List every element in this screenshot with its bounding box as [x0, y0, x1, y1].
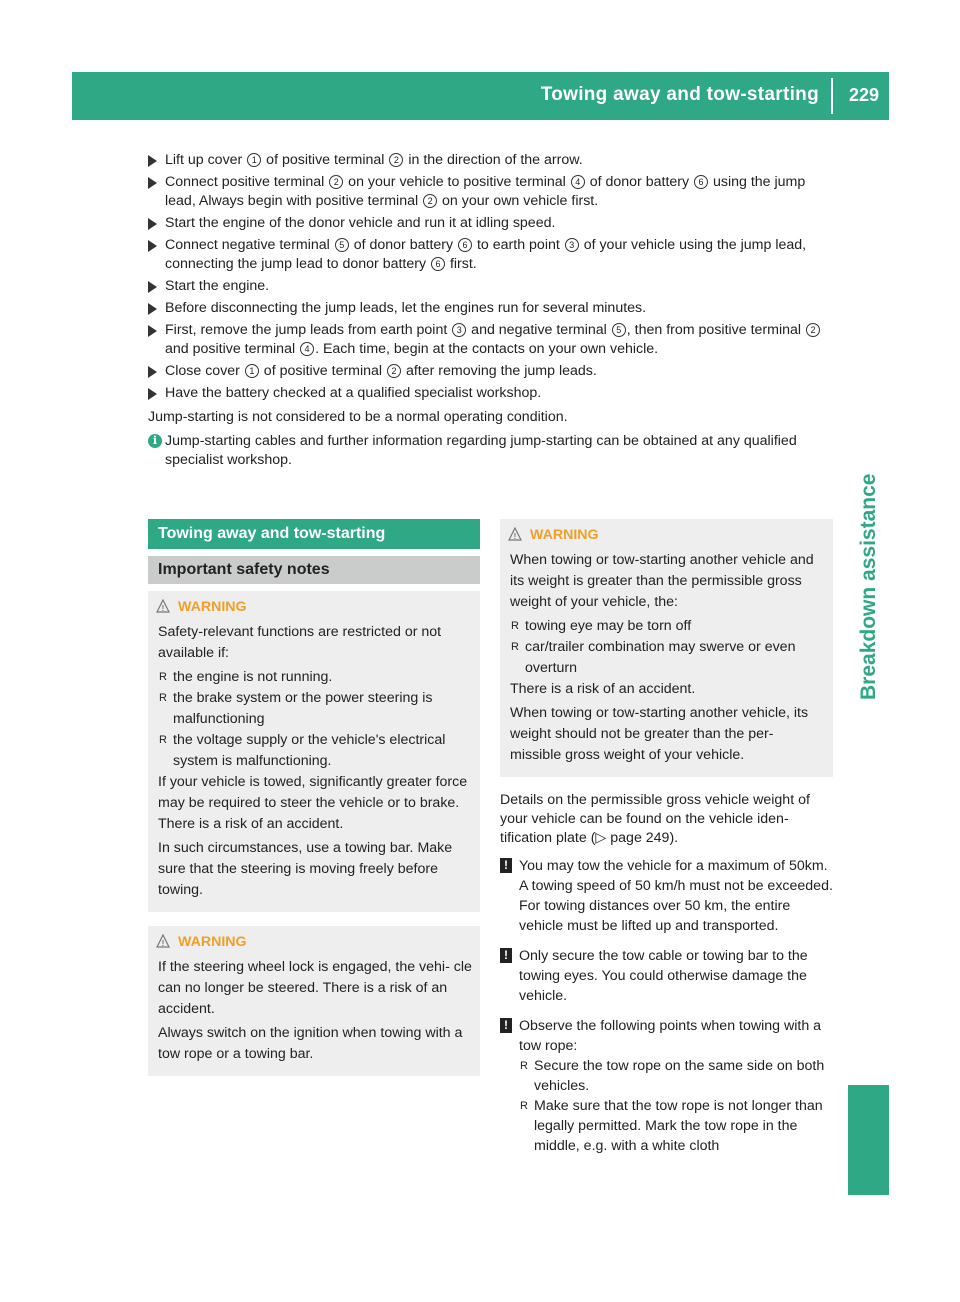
callout-number: 6 — [458, 238, 472, 252]
notice-item — [500, 1016, 833, 1156]
step-text: of your vehicle using the jump lead, connecting the jump lead to donor battery — [165, 237, 807, 272]
warning-box-1 — [148, 591, 480, 912]
callout-number: 2 — [329, 175, 343, 189]
warning-paragraph: There is a risk of an accident. — [510, 681, 696, 697]
step-text: of donor battery — [349, 237, 458, 253]
bullet-marker-icon: R — [511, 641, 519, 653]
step-text: Start the engine. — [165, 278, 270, 294]
callout-number: 2 — [387, 364, 401, 378]
step-item — [148, 173, 838, 211]
arrow-icon — [148, 177, 157, 189]
warning-bullets — [510, 616, 825, 679]
arrow-icon — [148, 218, 157, 230]
step-text: Start the engine of the donor vehicle and run it at idling speed. — [165, 215, 556, 231]
side-tab-label: Breakdown assistance — [857, 473, 880, 700]
bullet-marker-icon: R — [159, 734, 167, 746]
side-tab-marker — [848, 1085, 889, 1195]
warning-triangle-icon — [156, 599, 170, 613]
arrow-icon — [148, 366, 157, 378]
right-column — [500, 519, 833, 1166]
bullet-text: towing eye may be torn off — [525, 618, 692, 634]
bullet-marker-icon: R — [159, 692, 167, 704]
svg-text:!: ! — [161, 604, 165, 613]
callout-number: 5 — [612, 323, 626, 337]
bullet-item — [158, 688, 472, 730]
notice-item — [500, 856, 833, 936]
warning-triangle-icon — [156, 934, 170, 948]
svg-text:!: ! — [161, 939, 165, 948]
callout-number: 1 — [247, 153, 261, 167]
step-item — [148, 277, 838, 296]
notice-item — [500, 946, 833, 1006]
warning-box-2 — [148, 926, 480, 1076]
header-bar — [72, 72, 889, 120]
steps-list — [148, 151, 838, 403]
step-item — [148, 236, 838, 274]
step-text: on your vehicle to positive terminal — [344, 174, 570, 190]
bullet-text: the voltage supply or the vehicle's electrical system is malfunctioning. — [173, 732, 446, 769]
callout-number: 2 — [806, 323, 820, 337]
warning-paragraph: If the steering wheel lock is engaged, the vehi- cle can no longer be steered. There is a risk of an accident. — [158, 959, 472, 1017]
warning-heading: ! WARNING — [530, 525, 825, 546]
step-text: First, remove the jump leads from earth point — [165, 322, 452, 338]
jump-start-steps — [148, 151, 838, 470]
warning-triangle-icon — [508, 527, 522, 541]
warning-intro: Safety-relevant functions are restricted or not available if: — [158, 624, 442, 661]
bullet-marker-icon: R — [159, 671, 167, 683]
callout-number: 1 — [245, 364, 259, 378]
bullet-item — [510, 637, 825, 679]
bullet-item — [519, 1096, 833, 1156]
callout-number: 5 — [335, 238, 349, 252]
notices-list — [500, 856, 833, 1156]
bullet-text: the brake system or the power steering is malfunctioning — [173, 690, 433, 727]
warning-intro: When towing or tow-starting another vehicle and its weight is greater than the permissible gross weight of your vehicle, the: — [510, 552, 814, 610]
sub-title: Important safety notes — [148, 556, 480, 584]
arrow-icon — [148, 325, 157, 337]
step-text: . Each time, begin at the contacts on your own vehicle. — [315, 341, 659, 357]
callout-number: 2 — [423, 194, 437, 208]
step-text: Before disconnecting the jump leads, let the engines run for several minutes. — [165, 300, 647, 316]
step-item — [148, 384, 838, 403]
step-text: Lift up cover — [165, 152, 247, 168]
step-text: Close cover — [165, 363, 244, 379]
bullet-item — [158, 730, 472, 772]
notice-text: You may tow the vehicle for a maximum of 50km. A towing speed of 50 km/h must not be exceeded. — [519, 858, 833, 894]
info-text: Jump-starting cables and further information regarding jump-starting can be obtained at any qualified specialist workshop. — [165, 433, 797, 468]
step-text: Connect positive terminal — [165, 174, 329, 190]
step-text: to earth point — [473, 237, 564, 253]
callout-number: 6 — [694, 175, 708, 189]
arrow-icon — [148, 388, 157, 400]
warning-heading: ! WARNING — [178, 932, 472, 953]
notice-text: Observe the following points when towing with a tow rope: — [519, 1018, 822, 1054]
left-column — [148, 519, 480, 1090]
callout-number: 3 — [452, 323, 466, 337]
step-text: after removing the jump leads. — [402, 363, 597, 379]
bullet-item — [158, 667, 472, 688]
warning-heading: ! WARNING — [178, 597, 472, 618]
step-text: using the jump lead, Always begin with positive terminal — [165, 174, 806, 209]
bullet-text: the engine is not running. — [173, 669, 333, 685]
callout-number: 6 — [431, 257, 445, 271]
step-item — [148, 362, 838, 381]
step-text: on your own vehicle first. — [438, 193, 599, 209]
warning-paragraph: When towing or tow-starting another vehicle, its weight should not be greater than the per- missible gross weight of your vehicle. — [510, 705, 809, 763]
step-text: Have the battery checked at a qualified specialist workshop. — [165, 385, 542, 401]
step-item — [148, 321, 838, 359]
warning-paragraph: If your vehicle is towed, significantly greater force may be required to steer the vehicle or to brake. There is a risk of an accident. — [158, 774, 468, 832]
notice-extra: For towing distances over 50 km, the entire vehicle must be lifted up and transported. — [519, 898, 791, 934]
step-text: of positive terminal — [259, 363, 387, 379]
bullet-item — [519, 1056, 833, 1096]
step-text: and positive terminal — [165, 341, 300, 357]
step-text: , then from positive terminal — [626, 322, 805, 338]
section-title: Towing away and tow-starting — [148, 519, 480, 549]
step-text: of positive terminal — [262, 152, 389, 168]
exclamation-icon: ! — [500, 948, 512, 963]
step-item — [148, 151, 838, 170]
warning-box-3 — [500, 519, 833, 777]
svg-text:!: ! — [513, 532, 517, 541]
warning-paragraphs — [158, 957, 472, 1065]
step-item — [148, 214, 838, 233]
arrow-icon — [148, 155, 157, 167]
step-text: first. — [446, 256, 477, 272]
notice-text: Only secure the tow cable or towing bar to the towing eyes. You could otherwise damage the vehicle. — [519, 948, 808, 1004]
warning-paragraph: In such circumstances, use a towing bar. Make sure that the steering is moving freely before towing. — [158, 840, 453, 898]
exclamation-icon: ! — [500, 858, 512, 873]
warning-paragraph: Always switch on the ignition when towing with a tow rope or a towing bar. — [158, 1025, 463, 1062]
bullet-text: Secure the tow rope on the same side on both vehicles. — [534, 1058, 825, 1094]
step-text: and negative terminal — [467, 322, 611, 338]
arrow-icon — [148, 281, 157, 293]
jump-start-note: Jump-starting is not considered to be a normal operating condition. — [148, 409, 568, 425]
step-text: in the direction of the arrow. — [404, 152, 583, 168]
callout-number: 4 — [571, 175, 585, 189]
arrow-icon — [148, 240, 157, 252]
info-icon: i — [148, 434, 162, 448]
callout-number: 3 — [565, 238, 579, 252]
header-separator — [831, 78, 833, 114]
bullet-marker-icon: R — [520, 1060, 528, 1072]
callout-number: 4 — [300, 342, 314, 356]
callout-number: 2 — [389, 153, 403, 167]
warning-bullets — [158, 667, 472, 772]
bullet-marker-icon: R — [520, 1100, 528, 1112]
warning-paragraphs — [158, 772, 472, 901]
page-number: 229 — [848, 85, 879, 105]
bullet-text: Make sure that the tow rope is not longer than legally permitted. Mark the tow rope in the middle, e.g. with a white cloth — [534, 1098, 823, 1154]
header-title: Towing away and tow-starting — [540, 84, 819, 105]
warning-paragraphs — [510, 679, 825, 766]
arrow-icon — [148, 303, 157, 315]
step-text: of donor battery — [585, 174, 694, 190]
step-item — [148, 299, 838, 318]
info-note — [148, 432, 838, 470]
bullet-item — [510, 616, 825, 637]
bullet-text: car/trailer combination may swerve or even overturn — [525, 639, 796, 676]
step-text: Connect negative terminal — [165, 237, 334, 253]
weight-details: Details on the permissible gross vehicle weight of your vehicle can be found on the vehicle iden- tification plate (▷ page 249). — [500, 792, 810, 846]
bullet-marker-icon: R — [511, 620, 519, 632]
exclamation-icon: ! — [500, 1018, 512, 1033]
